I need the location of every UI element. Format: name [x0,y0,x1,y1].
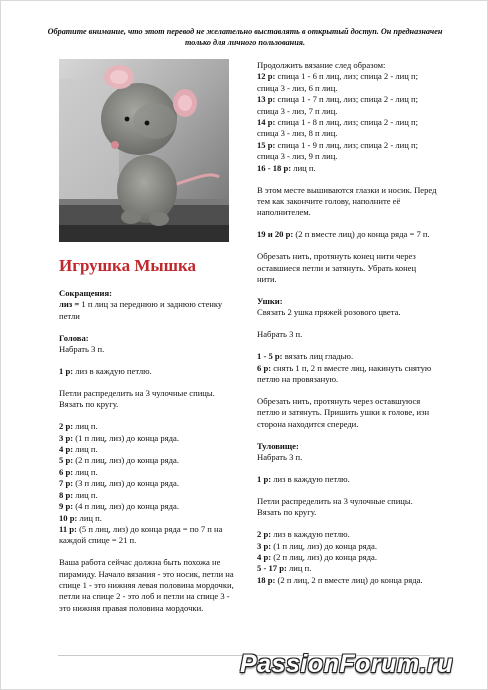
row-label: 19 и 20 р: [257,229,294,240]
instruction-line [59,467,235,478]
instruction-text: лиц п. [291,162,316,173]
instruction-line [59,421,235,432]
instruction-text: лиз в каждую петлю. [271,529,350,540]
row-label: 6 р: [59,466,74,477]
row-label: 2 р: [59,421,74,432]
row-label: 4 р: [257,551,272,562]
row-label: 9 р: [59,501,74,512]
section-heading: Туловище: [257,440,299,451]
instruction-text: лиц п. [73,489,98,500]
instruction-text: Петли распределить на 3 чулочные спицы. Вязать по кругу. [59,387,215,410]
instruction-text: спица 1 - 8 п лиц, лиз; спица 2 - лиц п; спица 3 - лиз, 8 п лиц. [257,117,419,139]
spacer [257,463,437,474]
instruction-line [257,552,437,563]
row-label: 4 р: [59,444,74,455]
section-heading: Голова: [59,332,89,343]
instruction-text: В этом месте вышиваются глазки и носик. Перед тем как закончите голову, наполните её наполнителем. [257,184,437,218]
spacer [59,322,235,333]
spacer [257,219,437,230]
instruction-text: (2 п лиц, 2 п вместе лиц) до конца ряда. [275,574,423,585]
instruction-line [257,185,437,219]
instruction-line [257,396,437,430]
instruction-line [257,351,437,362]
left-instructions [59,288,235,614]
right-column [257,60,437,586]
instruction-line [59,388,235,411]
spacer [59,411,235,422]
instruction-text: Набрать 3 п. [257,451,303,462]
row-label: 6 р: [257,362,272,373]
instruction-line [257,251,437,285]
instruction-text: Связать 2 ушка пряжей розового цвета. [257,307,401,318]
instruction-text: (2 п вместе лиц) до конца ряда = 7 п. [293,229,430,240]
spacer [257,241,437,252]
row-label: 7 р: [59,478,74,489]
instruction-text: (5 п лиц, лиз) до конца ряда = по 7 п на каждой спице = 21 п. [59,523,223,546]
instruction-text: лиц п. [73,421,98,432]
instruction-text: (2 п лиц, лиз) до конца ряда. [271,551,377,562]
instruction-text: Обрезать нить, протянуть конец нити через оставшиеся петли и затянуть. Убрать конец нити. [257,251,417,284]
instruction-text: спица 1 - 6 п лиц, лиз; спица 2 - лиц п; спица 3 - лиз, 6 п лиц. [257,71,419,93]
pattern-title: Игрушка Мышка [59,256,197,275]
row-label: 8 р: [59,489,74,500]
instruction-text: Набрать 3 п. [257,329,303,340]
spacer [257,430,437,441]
spacer [257,485,437,496]
mouse-photo-illustration [59,59,229,242]
spacer [257,319,437,330]
spacer [257,519,437,530]
instruction-text: Набрать 3 п. [59,344,105,355]
instruction-text: Ваша работа сейчас должна быть похожа не пирамиду. Начало вязания - это носик, петли на спице 1 - это нижняя левая половина мордочки, петли на спице 2 - это лоб и петли на спице 3 - это нижняя правая половина мордочки. [59,557,234,613]
row-label: 1 - 5 р: [257,351,283,362]
row-label: 10 р: [59,512,78,523]
row-label: 16 - 18 р: [257,162,292,173]
row-label: 12 р: [257,71,276,82]
instruction-line [59,344,235,355]
instruction-line [59,524,235,547]
left-column [59,59,235,614]
row-label: 2 р: [257,529,272,540]
instruction-line [59,478,235,489]
instruction-line [257,541,437,552]
right-instructions [257,60,437,586]
instruction-text: Обрезать нить, протянуть через оставшуюся петлю и затянуть. Пришить ушки к голове, изн сторона находится спереди. [257,395,430,429]
section-heading: Ушки: [257,295,283,306]
instruction-line [59,455,235,466]
row-label: 18 р: [257,574,276,585]
instruction-text: лиз в каждую петлю. [271,473,350,484]
instruction-text: лиз в каждую петлю. [73,366,152,377]
instruction-line [257,329,437,340]
instruction-text: лиц п. [286,563,312,574]
row-label: лиз = [59,299,82,310]
spacer [59,547,235,558]
instruction-text: 1 п лиц за переднюю и заднюю стенку петли [59,299,223,321]
spacer [257,341,437,352]
spacer [59,356,235,367]
row-label: 1 р: [59,366,74,377]
row-label: 3 р: [59,432,74,443]
row-label: 1 р: [257,473,272,484]
section-heading: Сокращения: [59,288,113,298]
instruction-line [257,60,437,71]
instruction-text: лиц п. [73,444,98,455]
instruction-line [59,513,235,524]
spacer [257,385,437,396]
instruction-text: Петли распределить на 3 чулочные спицы. Вязать по кругу. [257,495,413,518]
spacer [59,377,235,388]
row-label: 15 р: [257,139,276,150]
instruction-text: спица 1 - 9 п лиц, лиз; спица 2 - лиц п; спица 3 - лиз, 9 п лиц. [257,139,419,162]
instruction-line [257,363,437,386]
row-label: 5 - 17 р: [257,563,287,574]
row-label: 11 р: [59,523,77,534]
instruction-text: лиц п. [77,512,102,523]
instruction-line [59,366,235,377]
watermark-logo: PassionForum.ru [240,650,454,678]
spacer [257,285,437,296]
instruction-text: (3 п лиц, лиз) до конца ряда. [73,478,179,489]
instruction-line [257,140,437,163]
instruction-line [59,299,235,322]
instruction-text: (4 п лиц, лиз) до конца ряда. [73,501,179,512]
instruction-text: Продолжить вязание след образом: [257,60,386,70]
instruction-text: (1 п лиц, лиз) до конца ряда. [73,432,179,443]
mouse-toy-photo [59,59,229,242]
instruction-line [257,496,437,519]
instruction-line [257,474,437,485]
instruction-line [257,529,437,540]
instruction-line [257,575,437,586]
row-label: 13 р: [257,94,276,105]
instruction-text: вязать лиц гладью. [282,351,354,362]
instruction-line [257,117,437,140]
instruction-line [257,71,437,94]
instruction-line [257,94,437,117]
row-label: 5 р: [59,455,74,466]
copyright-notice: Обратите внимание, что этот перевод не желательно выставлять в открытый доступ. Он предназначен только для личного пользования. [47,27,443,47]
instruction-line [257,452,437,463]
row-label: 14 р: [257,117,276,128]
instruction-text: (2 п лиц, лиз) до конца ряда. [73,455,179,466]
instruction-line [59,433,235,444]
instruction-line [59,444,235,455]
instruction-text: (1 п лиц, лиз) до конца ряда. [271,540,377,551]
instruction-text: лиц п. [73,466,98,477]
instruction-line [59,557,235,614]
instruction-line [257,563,437,574]
instruction-text: спица 1 - 7 п лиц, лиз; спица 2 - лиц п; спица 3 - лиз, 7 п лиц. [257,94,419,116]
instruction-line [257,229,437,240]
spacer [257,174,437,185]
instruction-line [257,307,437,318]
instruction-line [257,163,437,174]
instruction-text: снять 1 п, 2 п вместе лиц, накинуть снятую петлю на провязаную. [257,362,432,384]
row-label: 3 р: [257,540,272,551]
instruction-line [59,490,235,501]
instruction-line [59,501,235,512]
